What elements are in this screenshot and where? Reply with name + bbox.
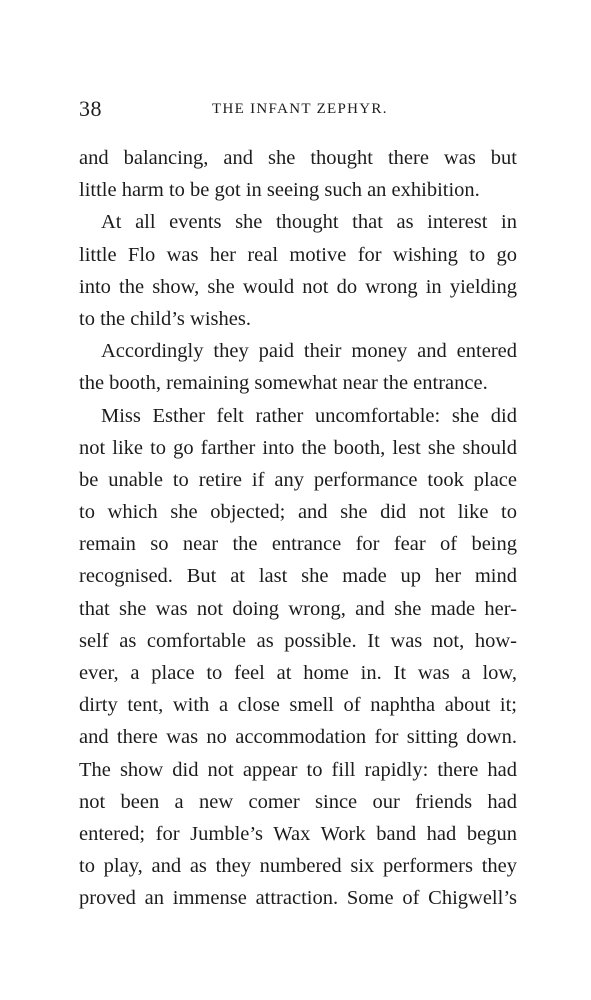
text-line: and balancing, and she thought there was but	[79, 147, 517, 169]
text-line: little Flo was her real motive for wishing to go	[79, 243, 517, 266]
text-line: dirty tent, with a close smell of naphtha about it;	[79, 694, 517, 717]
body-text	[79, 142, 517, 915]
text-line: to play, and as they numbered six performers they	[79, 855, 517, 878]
text-line: to which she objected; and she did not like to	[79, 501, 517, 524]
text-line: and there was no accommodation for sitting down.	[79, 726, 517, 749]
paragraph-first-line: Miss Esther felt rather uncomfortable: she did	[101, 404, 517, 427]
text-line: self as comfortable as possible. It was not, how-	[79, 629, 517, 652]
text-line: proved an immense attraction. Some of Chigwell’s	[79, 887, 517, 910]
page-number: 38	[79, 96, 102, 121]
running-title: THE INFANT ZEPHYR.	[212, 101, 388, 117]
text-line: little harm to be got in seeing such an exhibition.	[79, 179, 480, 202]
text-line: The show did not appear to fill rapidly: there had	[79, 758, 517, 781]
text-line: that she was not doing wrong, and she made her-	[79, 597, 517, 620]
text-line: not been a new comer since our friends had	[79, 790, 517, 813]
text-line: to the child’s wishes.	[79, 307, 251, 330]
text-line: the booth, remaining somewhat near the entrance.	[79, 372, 488, 395]
text-line: entered; for Jumble’s Wax Work band had begun	[79, 822, 517, 845]
text-line: ever, a place to feel at home in. It was a low,	[79, 662, 517, 684]
text-line: be unable to retire if any performance took place	[79, 468, 517, 491]
text-line: into the show, she would not do wrong in yielding	[79, 275, 517, 298]
running-head	[79, 96, 517, 126]
text-line: remain so near the entrance for fear of being	[79, 533, 517, 556]
paragraph-first-line: Accordingly they paid their money and entered	[101, 340, 517, 363]
paragraph-first-line: At all events she thought that as interest in	[101, 211, 517, 234]
text-line: recognised. But at last she made up her mind	[79, 565, 517, 588]
text-line: not like to go farther into the booth, lest she should	[79, 436, 517, 459]
